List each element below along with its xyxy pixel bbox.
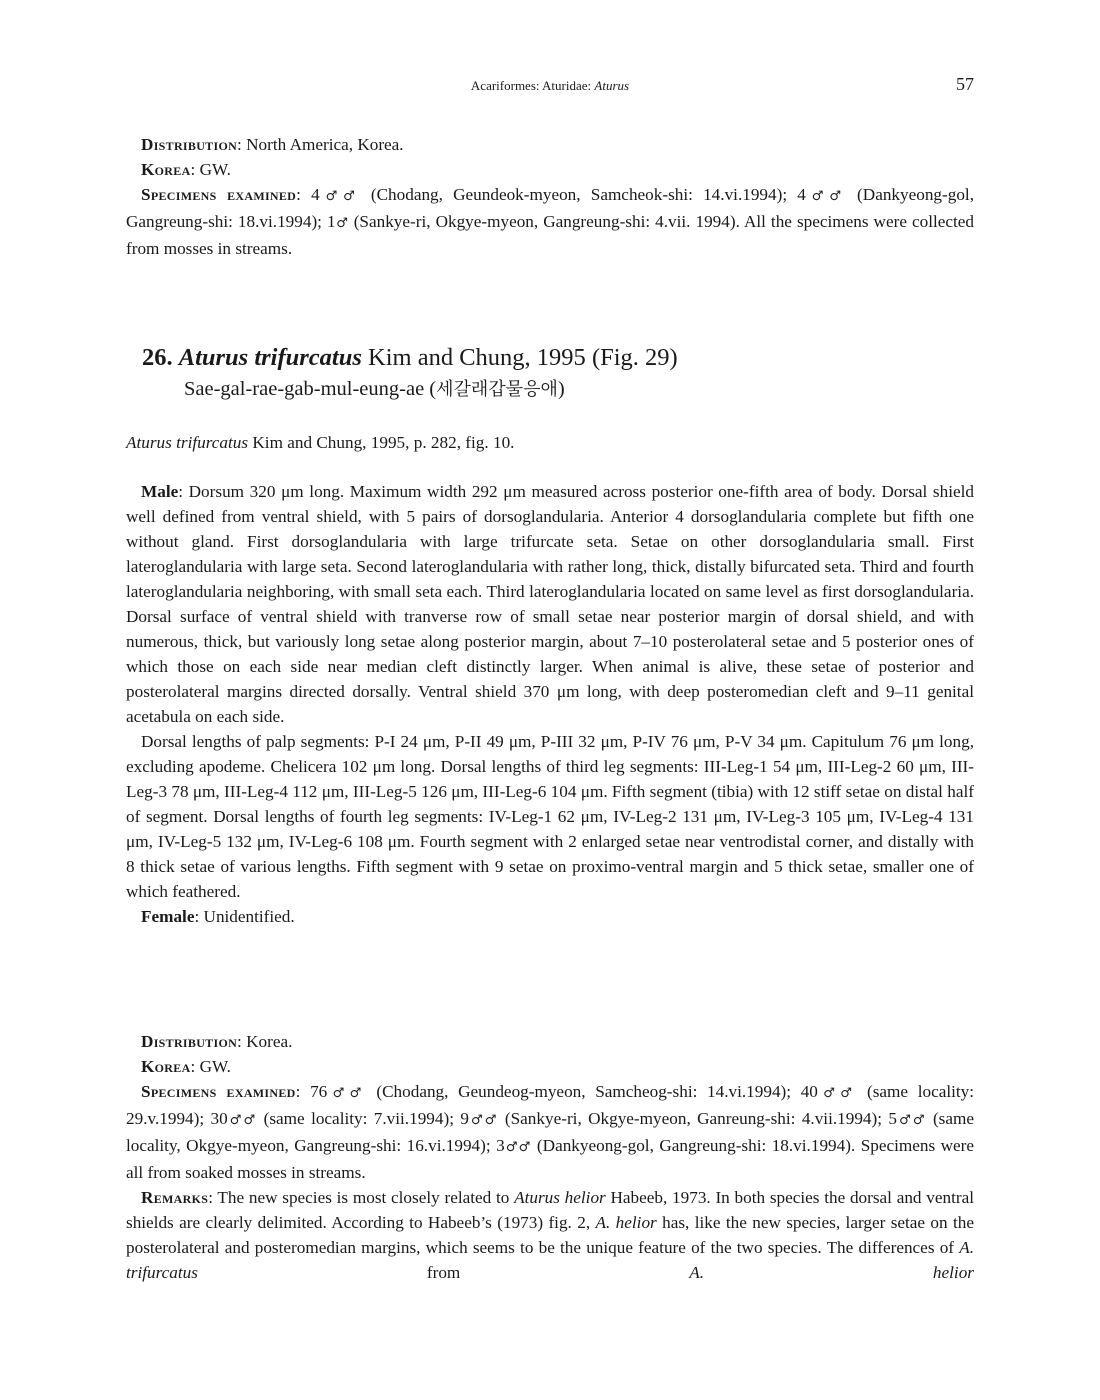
korea-line: Korea: GW. [141, 1057, 231, 1076]
running-title: Acariformes: Aturidae: Aturus [470, 78, 630, 93]
remarks-paragraph: Remarks: The new species is most closely related to Aturus helior Habeeb, 1973. In both species the dorsal and ventral shields are clearly delimited. According to Habeeb’s (1973) fig. 2, A. helior has, like the new species, larger setae on the posterolateral and posteromedian margins, which seems to be the unique feature of the two species. The differences of A. trifurcatus from A. helior [126, 1188, 974, 1282]
running-head [0, 76, 1100, 96]
synonym-citation: Aturus trifurcatus Kim and Chung, 1995, p. 282, fig. 10. [126, 433, 515, 452]
female-paragraph: Female: Unidentified. [141, 907, 295, 926]
male-paragraph-2: Dorsal lengths of palp segments: P-I 24 μm, P-II 49 μm, P-III 32 μm, P-IV 76 μm, P-V 34 μm. Capitulum 76 μm long, excluding apodeme. Chelicera 102 μm long. Dorsal lengths of third leg segments: III-Leg-1 54 μm, III-Leg-2 60 μm, III-Leg-3 78 μm, III-Leg-4 112 μm, III-Leg-5 126 μm, III-Leg-6 104 μm. Fifth segment (tibia) with 12 stiff setae on distal half of segment. Dorsal lengths of fourth leg segments: IV-Leg-1 62 μm, IV-Leg-2 131 μm, IV-Leg-3 105 μm, IV-Leg-4 131 μm, IV-Leg-5 132 μm, IV-Leg-6 108 μm. Fourth segment with 2 enlarged setae near ventrodistal corner, and distally with 8 thick setae of various lengths. Fifth segment with 9 setae on proximo-ventral margin and 5 thick setae, smaller one of which feathered. [126, 732, 974, 901]
species-records [126, 1029, 974, 1285]
specimens-paragraph: Specimens examined: 4♂♂ (Chodang, Geundeok-myeon, Samcheok-shi: 14.vi.1994); 4♂♂ (Dankyeong-gol, Gangreung-shi: 18.vi.1994); 1♂ (Sankye-ri, Okgye-myeon, Gangreung-shi: 4.vii. 1994). All the specimens were collected from mosses in streams. [126, 185, 975, 258]
male-paragraph-1: Male: Dorsum 320 μm long. Maximum width 292 μm measured across posterior one-fifth area of body. Dorsal shield well defined from ventral shield, with 5 pairs of dorsoglandularia. Anterior 4 dorsoglandularia complete but fifth one without gland. First dorsoglandularia with large trifurcate seta. Setae on other dorsoglandularia small. First lateroglandularia with large seta. Second lateroglandularia with rather long, thick, distally bifurcated seta. Third and fourth lateroglandularia neighboring, with small seta each. Third lateroglandularia located on same level as first dorsoglandularia. Dorsal surface of ventral shield with tranverse row of small setae near posterior margin of dorsal shield, and with numerous, thick, but variously long setae along posterior margin, about 7–10 posterolateral setae and 5 posterior ones of which those on each side near median cleft distinctly larger. When animal is alive, these setae of posterior and posterolateral margins directed dorsally. Ventral shield 370 μm long, with deep posteromedian cleft and 9–11 genital acetabula on each side. [126, 482, 974, 726]
male-description [126, 479, 974, 929]
species-common-name: Sae-gal-rae-gab-mul-eung-ae (세갈래갑물응애) [184, 378, 565, 400]
distribution-line: Distribution: North America, Korea. [141, 135, 404, 154]
page-number: 57 [956, 74, 974, 94]
previous-species-records [126, 132, 974, 261]
distribution-line: Distribution: Korea. [141, 1032, 293, 1051]
korea-line: Korea: GW. [141, 160, 231, 179]
specimens-paragraph: Specimens examined: 76♂♂ (Chodang, Geundeog-myeon, Samcheog-shi: 14.vi.1994); 40♂♂ (same locality: 29.v.1994); 30♂♂ (same locality: 7.vii.1994); 9♂♂ (Sankye-ri, Okgye-myeon, Ganreung-shi: 4.vii.1994); 5♂♂ (same locality, Okgye-myeon, Gangreung-shi: 16.vi.1994); 3♂♂ (Dankyeong-gol, Gangreung-shi: 18.vi.1994). Specimens were all from soaked mosses in streams. [126, 1082, 975, 1182]
species-heading: 26. Aturus trifurcatus Kim and Chung, 1995 (Fig. 29) [142, 344, 678, 371]
